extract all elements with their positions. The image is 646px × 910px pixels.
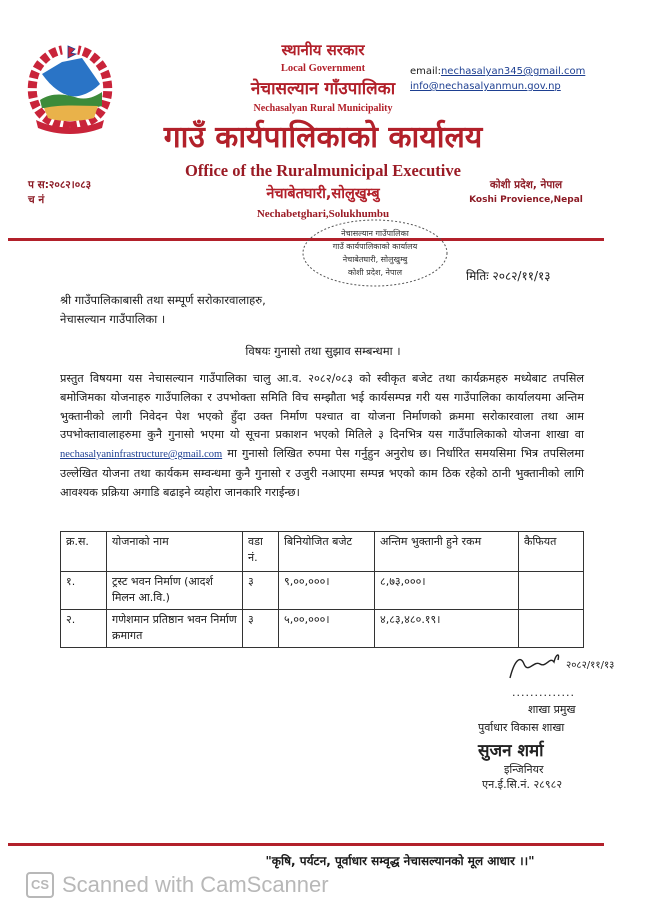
body-email-link[interactable]: nechasalyaninfrastructure@gmail.com bbox=[60, 449, 223, 461]
body-text-part-1: प्रस्तुत विषयमा यस नेचासल्यान गाउँपालिका चालु आ.व. २०८२/०८३ को स्वीकृत बजेट तथा कार्यक्रमहरु मध्येबाट तपसिल बमोजिमका योजनाहरु गाउँपालिका र उपभोक्ता समिति विच सम्झौता भई कार्यसम्पन्न गरी यस गाउँपालिका कार्यालयमा अन्तिम भुक्तानीको लागी निवेदन पेश भएको हुँदा उक्त निर्माण पश्चात वा योजना निर्माणको क्रममा सरोकारवाला तथा आम उपभोक्तावालाहरुमा कुनै गुनासो भएमा यो सूचना प्रकाशन भएको मितिले ३ दिनभित्र यस गाउँपालिकाको योजना शाखा वा bbox=[60, 372, 584, 442]
cell-remarks bbox=[519, 610, 584, 648]
contact-emails bbox=[410, 64, 585, 94]
header-ward: वडा नं. bbox=[243, 532, 279, 572]
signature-date: २०८२/११/१३ bbox=[566, 660, 615, 671]
handwritten-signature bbox=[500, 648, 630, 684]
engineer-role: इन्जिनियर bbox=[504, 763, 544, 776]
office-title-en: Office of the Ruralmunicipal Executive bbox=[185, 161, 461, 180]
letter-body bbox=[60, 370, 584, 503]
stamp-line-2: गाउँ कार्यपालिकाको कार्यालय bbox=[332, 242, 418, 251]
stamp-line-1: नेचासल्यान गाउँपालिका bbox=[341, 229, 409, 238]
address-np: नेचाबेतघारी,सोलुखुम्बु bbox=[266, 186, 380, 202]
province-en: Koshi Provience,Nepal bbox=[469, 195, 583, 205]
stamp-line-3: नेचाबेतघारी, सोलुखुम्बु bbox=[342, 255, 408, 264]
local-government-np: स्थानीय सरकार bbox=[281, 41, 365, 59]
cell-final-payment: ४,८३,४८०.१९। bbox=[375, 610, 519, 648]
email-link-1[interactable]: nechasalyan345@gmail.com bbox=[440, 66, 586, 77]
stamp-line-4: कोशी प्रदेश, नेपाल bbox=[347, 268, 403, 277]
table-header-row bbox=[61, 532, 584, 572]
cell-ward: ३ bbox=[243, 610, 279, 648]
office-title-np: गाउँ कार्यपालिकाको कार्यालय bbox=[163, 120, 483, 155]
addressee-line-1: श्री गाउँपालिकाबासी तथा सम्पूर्ण सरोकारवालाहरु, bbox=[60, 293, 266, 307]
municipality-name-np: नेचासल्यान गाँउपालिका bbox=[250, 79, 396, 99]
email-link-2[interactable]: info@nechasalyanmun.gov.np bbox=[410, 81, 561, 92]
reference-number: प स:२०८२।०८३ bbox=[28, 179, 92, 191]
watermark-text: Scanned with CamScanner bbox=[62, 872, 329, 897]
engineer-reg-no: एन.ई.सि.नं. २८९८२ bbox=[482, 778, 563, 791]
engineer-stamp bbox=[478, 740, 618, 792]
table-row bbox=[61, 572, 584, 610]
email-label: email: bbox=[410, 66, 441, 77]
signatory-branch: पुर्वाधार विकास शाखा bbox=[478, 721, 565, 734]
municipality-name-en: Nechasalyan Rural Municipality bbox=[253, 103, 393, 114]
engineer-name: सुजन शर्मा bbox=[478, 741, 544, 761]
cell-serial: २. bbox=[61, 610, 107, 648]
header-budget: बिनियोजित बजेट bbox=[279, 532, 375, 572]
letter-subject: विषयः गुनासो तथा सुझाव सम्बन्धमा । bbox=[245, 344, 401, 358]
address-en: Nechabetghari,Solukhumbu bbox=[256, 208, 390, 220]
office-stamp bbox=[300, 218, 450, 288]
cell-budget: ९,००,०००। bbox=[279, 572, 375, 610]
camscanner-watermark bbox=[26, 872, 329, 898]
addressee-line-2: नेचासल्यान गाउँपालिका । bbox=[60, 312, 166, 326]
header-serial: क्र.स. bbox=[61, 532, 107, 572]
footer-divider bbox=[8, 843, 604, 846]
cell-project-name: गणेशमान प्रतिष्ठान भवन निर्माण क्रमागत bbox=[107, 610, 243, 648]
local-government-en: Local Government bbox=[280, 63, 366, 74]
reference-block bbox=[28, 178, 91, 208]
footer-motto: "कृषि, पर्यटन, पूर्वाधार सम्वृद्ध नेचासल्यानको मूल आधार ।।" bbox=[265, 854, 535, 868]
header-remarks: कैफियत bbox=[519, 532, 584, 572]
signatory-title: शाखा प्रमुख bbox=[528, 703, 576, 716]
signature-dots: .............. bbox=[512, 686, 575, 699]
addressee bbox=[60, 291, 266, 329]
cell-project-name: ट्रस्ट भवन निर्माण (आदर्श मिलन आ.वि.) bbox=[107, 572, 243, 610]
cell-serial: १. bbox=[61, 572, 107, 610]
province-np: कोशी प्रदेश, नेपाल bbox=[489, 179, 563, 191]
letter-date: मितिः २०८२/११/१३ bbox=[466, 269, 551, 283]
body-text-part-2: मा गुनासो लिखित रुपमा पेस गर्नुहुन अनुरोध छ। निर्धारित समयसिमा भित्र तपसिलमा उल्लेखित योजना तथा कार्यकम सम्वन्धमा कुनै गुनासो र उजुरी नआएमा सम्पन्न भएको काम ठिक रहेको ठानी भुक्तानीको लागि आवश्यक प्रक्रिया अगाडि बढाइने व्यहोरा जानकारि गराईन्छ। bbox=[60, 447, 584, 499]
table-row bbox=[61, 610, 584, 648]
header-final-payment: अन्तिम भुक्तानी हुने रकम bbox=[375, 532, 519, 572]
province-block bbox=[466, 178, 586, 208]
cell-budget: ५,००,०००। bbox=[279, 610, 375, 648]
project-table bbox=[60, 531, 584, 648]
email-line-2 bbox=[410, 79, 585, 94]
dispatch-number: च नं bbox=[28, 194, 45, 206]
cell-final-payment: ८,७३,०००। bbox=[375, 572, 519, 610]
cell-remarks bbox=[519, 572, 584, 610]
camscanner-logo-icon: CS bbox=[26, 872, 54, 898]
signature-icon bbox=[500, 648, 630, 684]
email-line-1 bbox=[410, 64, 585, 79]
seal-icon bbox=[300, 218, 450, 288]
header-project-name: योजनाको नाम bbox=[107, 532, 243, 572]
cell-ward: ३ bbox=[243, 572, 279, 610]
